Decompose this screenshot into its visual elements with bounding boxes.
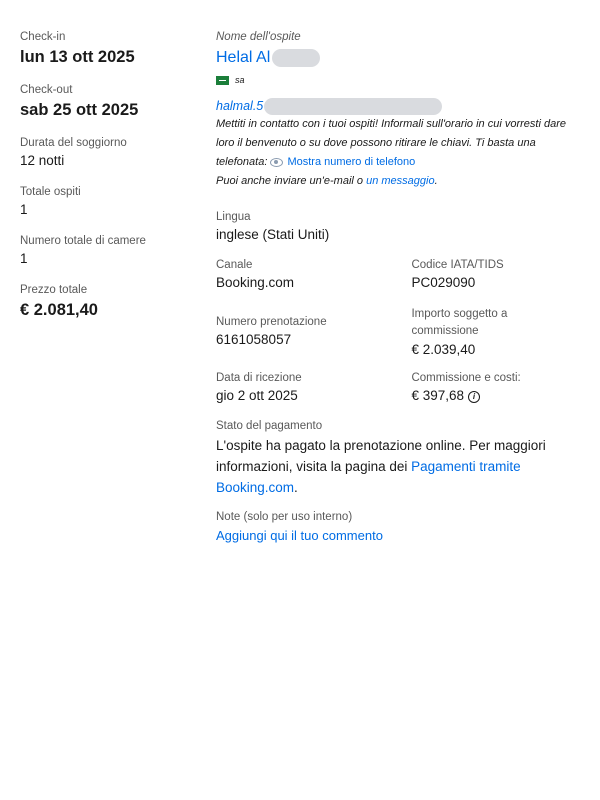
- rooms-value: 1: [20, 251, 28, 266]
- guests-label: Totale ospiti: [20, 186, 81, 198]
- payments-link[interactable]: Pagamenti tramite Booking.com: [216, 459, 521, 495]
- show-phone-link[interactable]: [270, 156, 415, 168]
- booking-number-row: [216, 306, 586, 359]
- flag-sa-icon: [216, 76, 229, 85]
- notes-label: Note (solo per uso interno): [216, 511, 353, 523]
- guests-block: [20, 185, 200, 219]
- add-comment-link[interactable]: Aggiungi qui il tuo commento: [216, 528, 383, 543]
- guest-email-text[interactable]: halmal.5: [216, 99, 264, 113]
- channel-label: Canale: [216, 259, 253, 271]
- iata-block: [411, 258, 586, 292]
- contact-text: Mettiti in contatto con i tuoi ospiti! Informali sull'orario in cui vorresti dare loro il benvenuto o su dove possono ritirare le chiavi. Ti basta una telefonata:: [216, 118, 566, 168]
- channel-row: [216, 258, 586, 292]
- checkout-value: sab 25 ott 2025: [20, 101, 139, 119]
- stay-block: [20, 136, 200, 170]
- email-text-after: .: [434, 175, 438, 187]
- guest-email-link[interactable]: [216, 97, 586, 115]
- guest-name-label: Nome dell'ospite: [216, 31, 301, 43]
- stay-value: 12 notti: [20, 153, 65, 168]
- rooms-label: Numero totale di camere: [20, 235, 146, 247]
- guests-value: 1: [20, 202, 28, 217]
- commission-label: Commissione e costi:: [411, 372, 521, 384]
- payment-text: L'ospite ha pagato la prenotazione online. Per maggiori informazioni, visita la pagina dei: [216, 438, 546, 474]
- email-text-before: Puoi anche inviare un'e-mail o: [216, 175, 364, 187]
- booking-details: [216, 30, 586, 545]
- checkout-block: [20, 83, 200, 121]
- language-value: inglese (Stati Uniti): [216, 227, 330, 242]
- received-block: [216, 371, 411, 405]
- booking-number-block: [216, 306, 411, 359]
- guest-name-text[interactable]: Helal Al: [216, 49, 271, 66]
- payment-end: .: [294, 480, 298, 495]
- message-link[interactable]: un messaggio: [366, 175, 435, 187]
- iata-label: Codice IATA/TIDS: [411, 259, 504, 271]
- payment-block: [216, 419, 586, 498]
- checkin-value: lun 13 ott 2025: [20, 48, 135, 66]
- guest-name-link[interactable]: [216, 47, 586, 69]
- info-icon[interactable]: i: [468, 391, 480, 403]
- iata-value: PC029090: [411, 275, 476, 290]
- checkin-block: [20, 30, 200, 68]
- commission-block: [411, 371, 586, 405]
- payment-status: [216, 435, 586, 498]
- commissionable-block: [411, 306, 586, 359]
- redacted-surname: [272, 49, 320, 67]
- received-value: gio 2 ott 2025: [216, 388, 298, 403]
- booking-summary: [20, 30, 200, 336]
- rooms-block: [20, 234, 200, 268]
- payment-label: Stato del pagamento: [216, 420, 323, 432]
- eye-icon: [270, 158, 283, 167]
- received-row: [216, 371, 586, 405]
- booking-number-value: 6161058057: [216, 332, 292, 347]
- commission-value: € 397,68: [411, 388, 465, 403]
- commission-value-row: [411, 387, 586, 405]
- show-phone-label[interactable]: Mostra numero di telefono: [287, 156, 416, 168]
- checkin-label: Check-in: [20, 31, 66, 43]
- checkout-label: Check-out: [20, 84, 73, 96]
- price-label: Prezzo totale: [20, 284, 88, 296]
- price-value: € 2.081,40: [20, 301, 98, 319]
- guest-country: [216, 75, 586, 85]
- channel-block: [216, 258, 411, 292]
- language-block: [216, 210, 586, 244]
- commissionable-value: € 2.039,40: [411, 342, 476, 357]
- booking-number-label: Numero prenotazione: [216, 316, 327, 328]
- notes-block: [216, 510, 586, 545]
- channel-value: Booking.com: [216, 275, 295, 290]
- redacted-email: [264, 98, 442, 115]
- received-label: Data di ricezione: [216, 372, 302, 384]
- contact-paragraph: [216, 115, 586, 191]
- commissionable-label: Importo soggetto a commissione: [411, 308, 508, 337]
- language-label: Lingua: [216, 211, 251, 223]
- country-code: sa: [235, 75, 245, 85]
- price-block: [20, 283, 200, 321]
- stay-label: Durata del soggiorno: [20, 137, 127, 149]
